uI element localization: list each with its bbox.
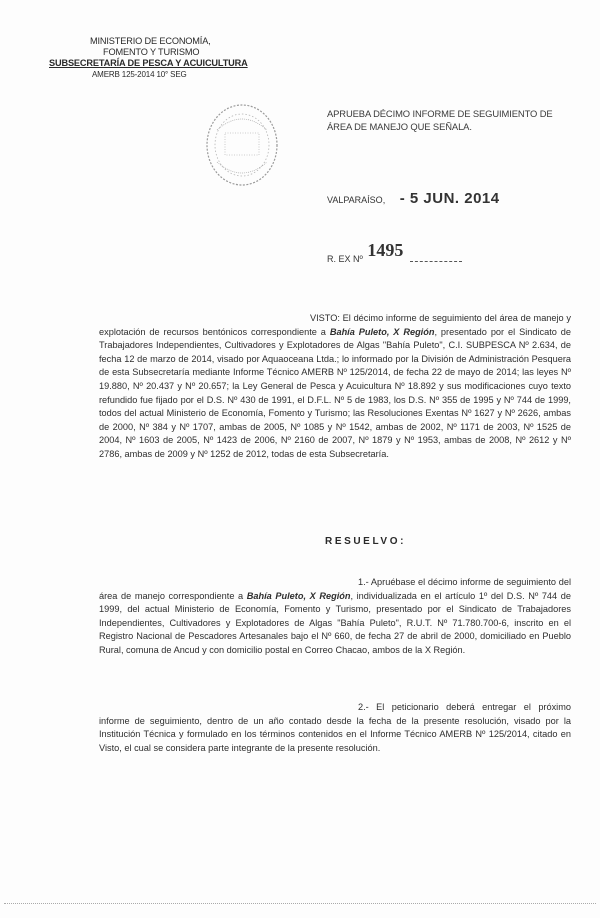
page-bottom-rule [4,903,596,904]
resolution-date [327,190,500,207]
visto-lead: VISTO: El décimo informe de seguimiento del área de manejo y explotación de recursos bentónicos correspondiente a [99,313,571,337]
visto-text: , presentado por el Sindicato de Trabajadores Independientes, Cultivadores y Explotadores de Algas "Bahía Puleto", C.I. SUBPESCA Nº 2.634, de fecha 12 de marzo de 2014, visado por Aquaoceana Ltda.; lo informado por la División de Administración Pesquera de esta Subsecretaría mediante Informe Técnico AMERB Nº 125/2014, de fecha 22 de mayo de 2014; las leyes Nº 19.880, Nº 20.437 y Nº 20.657; la Ley General de Pesca y Acuicultura Nº 18.892 y sus modificaciones cuyo texto refundido fue fijado por el D.S. Nº 430 de 1991, el D.F.L. Nº 5 de 1983, los D.S. Nº 355 de 1995 y Nº 744 de 1999, todos del actual Ministerio de Economía, Fomento y Turismo; las Resoluciones Exentas Nº 1627 y Nº 2626, ambas de 2000, Nº 384 y Nº 1707, ambas de 2005, Nº 1085 y Nº 1542, ambas de 2002, Nº 1171 de 2003, Nº 1525 de 2004, Nº 1603 de 2005, Nº 1423 de 2006, Nº 2160 de 2007, Nº 1879 y Nº 1953, ambas de 2008, Nº 2612 y Nº 2786, ambas de 2009 y Nº 1252 de 2012, todas de esta Subsecretaría. [99,326,571,459]
point1-text: , individualizada en el artículo 1º del D.S. Nº 744 de 1999, del actual Ministerio de Economía, Fomento y Turismo, presentado por el Sindicato de Trabajadores Independientes, Cultivadores y Explotadores de Algas "Bahía Puleto", R.U.T. Nº 71.780.700-6, inscrito en el Registro Nacional de Pescadores Artesanales bajo el Nº 660, de fecha 27 de abril de 2000, domiciliado en Pueblo Rural, comuna de Ancud y con domicilio postal en Correo Chacao, ambos de la X Región. [99,590,571,655]
resolution-number [327,240,462,267]
resolution-number-value: 1495 [367,240,404,260]
resolution-point-1 [99,576,571,658]
date-place: VALPARAÍSO, [327,195,386,205]
resolution-subject: APRUEBA DÉCIMO INFORME DE SEGUIMIENTO DE ÁREA DE MANEJO QUE SEÑALA. [327,108,553,132]
resolution-point-2: 2.- El peticionario deberá entregar el próximo informe de seguimiento, dentro de un año contado desde la fecha de la presente resolución, visado por la Institución Técnica y formulado en los términos contenidos en el Informe Técnico AMERB Nº 125/2014, citado en Visto, el cual se considera parte integrante de la presente resolución. [99,702,571,753]
header-line-ministry: MINISTERIO DE ECONOMÍA, [90,36,211,46]
official-seal-stamp [203,100,281,190]
point1-lead: 1.- Apruébase el décimo informe de seguimiento del área de manejo correspondiente a [99,577,571,601]
header-line-subsecretaria: SUBSECRETARÍA DE PESCA Y ACUICULTURA [49,58,248,68]
header-line-reference: AMERB 125-2014 10° SEG [92,70,187,79]
resolution-number-underline [410,261,462,262]
point1-area-name: Bahía Puleto, X Región [246,590,351,601]
header-line-fomento: FOMENTO Y TURISMO [103,47,200,57]
visto-area-name: Bahía Puleto, X Región [329,326,435,337]
ministry-header [0,36,320,80]
visto-paragraph [99,312,571,462]
resolution-prefix: R. EX Nº [327,254,363,264]
resuelvo-heading: RESUELVO: [325,536,406,547]
date-value: - 5 JUN. 2014 [399,190,500,207]
